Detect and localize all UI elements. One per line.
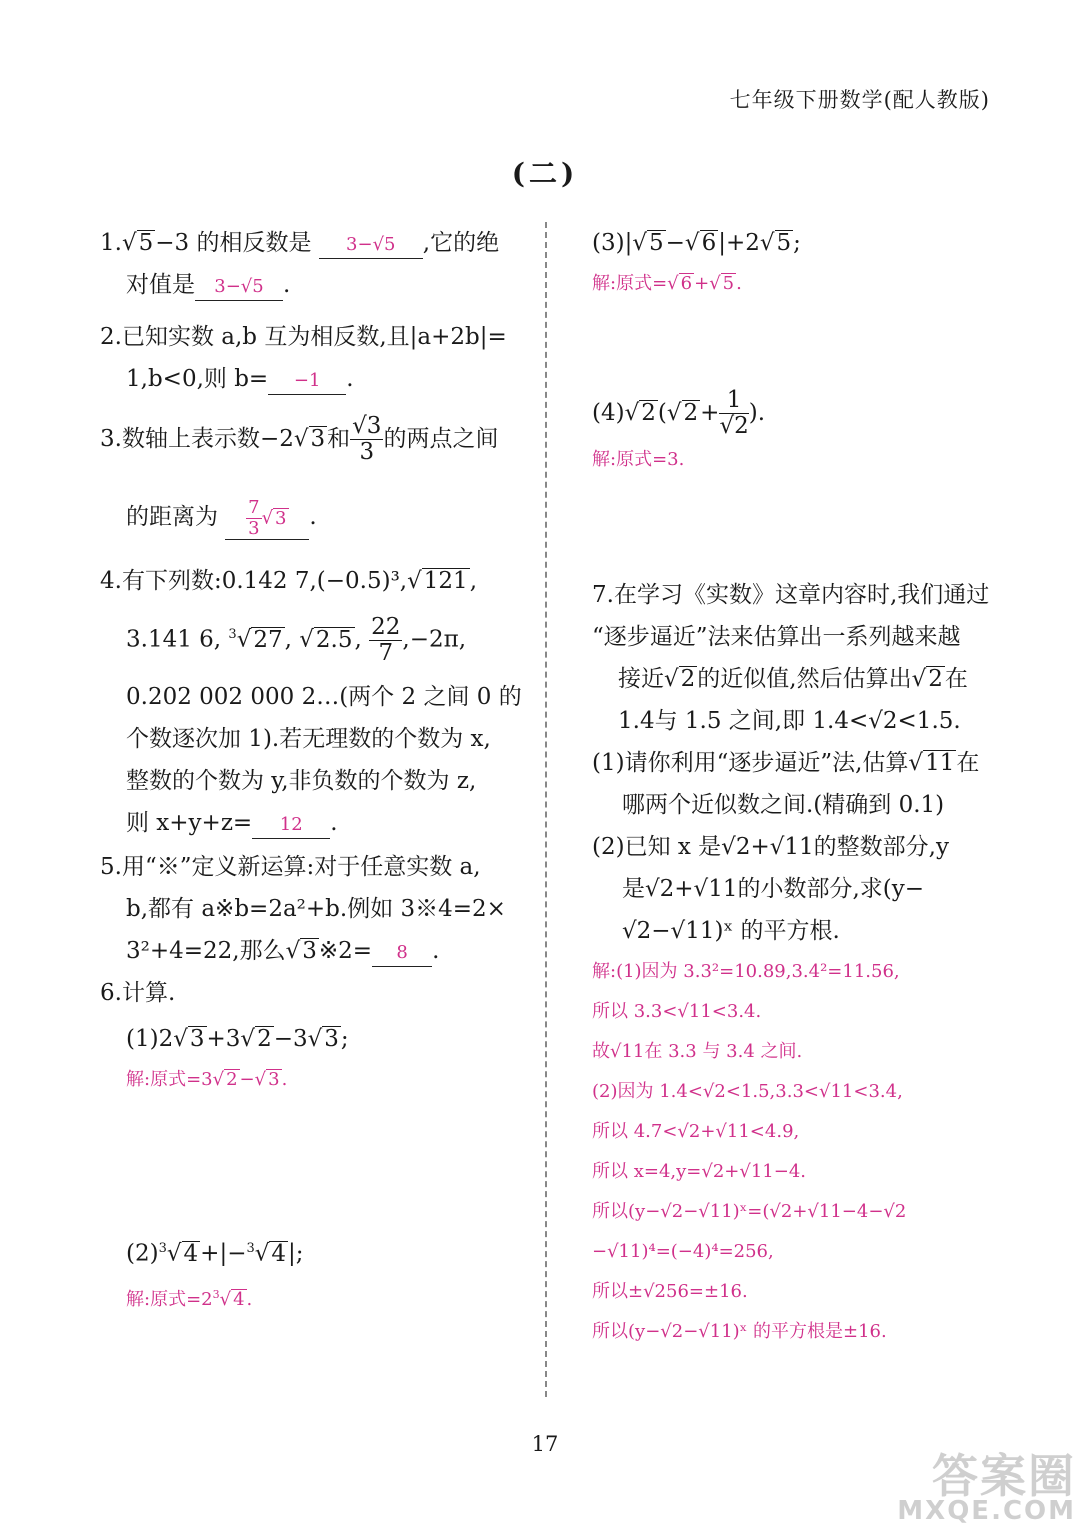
sqrt-sign: √ [632,230,647,256]
q1-num: 1. [100,230,122,256]
q4-radicand-2-5: 2.5 [315,626,353,653]
sqrt-sign: √ [307,1026,323,1053]
sqrt-sign: √ [911,665,927,692]
sqrt-sign: √ [254,1241,270,1267]
sqrt-sign: √ [407,567,422,594]
q7-part-2 [592,826,992,868]
q4-text-2: 3.141 6, [126,626,222,653]
q6-part-4 [592,388,992,440]
q3-answer-den: 3 [248,518,260,540]
q7-p2-text: (2)已知 x 是√2+√11的整数部分,y [592,833,949,860]
question-1-line-2 [100,264,525,306]
sqrt-sign: √ [667,273,679,294]
q6-a1-r1: 2 [226,1069,238,1091]
q6-a2-r: 4 [233,1289,245,1310]
column-divider [545,222,547,1397]
q6-a1-end: . [281,1069,288,1091]
q7-answer-line: −√11)⁴=(−4)⁴=256, [592,1240,774,1262]
question-2 [100,316,525,358]
q5-text-3: 3²+4=22,那么 [126,938,286,965]
q6-a3-r1: 6 [680,273,693,294]
answer-blank[interactable]: 3−√5 [195,274,283,301]
q6-p2-index: 3 [158,1241,167,1257]
q3-text-3: 的距离为 [126,503,218,530]
sqrt-sign: √ [684,230,700,256]
sqrt-sign: √ [121,230,137,256]
q4-radicand-27: 27 [253,626,283,653]
q3-radicand: 3 [310,425,326,452]
q4-fraction-num: 22 [371,613,401,640]
q6-p3-op1: − [665,230,685,256]
q6-p4-r1: 2 [641,399,656,426]
sqrt-sign: √ [299,626,314,653]
right-column [592,222,992,1352]
q7-answer-line: 所以(y−√2−√11)ˣ=(√2+√11−4−√2 [592,1200,907,1222]
q1-text-3: 对值是 [126,272,195,298]
sqrt-sign: √ [254,1069,267,1091]
q6-p2-r2: 4 [271,1241,287,1267]
q6-p1-r2: 2 [257,1026,272,1053]
q4-text-6: 则 x+y+z= [126,810,253,837]
q6-a3-r2: 5 [722,273,735,294]
section-title: (二) [511,157,579,190]
page-number: 17 [531,1432,559,1456]
q6-p1-op2: −3 [273,1026,308,1053]
q4-text: 4.有下列数:0.142 7,(−0.5)³, [100,567,408,594]
q6-p1-r1: 3 [189,1026,205,1053]
sqrt-sign: √ [240,1026,256,1053]
q7-answer-line: (2)因为 1.4<√2<1.5,3.3<√11<3.4, [592,1080,903,1102]
q1-text: −3 的相反数是 [155,230,312,256]
q6-a1-r2: 3 [268,1069,280,1091]
q7-answer-line: 所以(y−√2−√11)ˣ 的平方根是±16. [592,1320,887,1342]
sqrt-sign: √ [173,1026,188,1053]
question-7-line-2 [592,616,992,658]
q4-fraction [369,615,402,667]
q4-text-4: 个数逐次加 1).若无理数的个数为 x, [126,726,491,753]
q6-p3-tail: ; [793,230,801,256]
watermark-text: 答案圈 [932,1449,1076,1503]
question-5-line-2 [100,888,525,930]
q7-answer-line: 所以 3.3<√11<3.4. [592,1000,762,1022]
q5-radicand: 3 [302,938,317,965]
question-7 [592,574,992,616]
q6-p1-label: (1)2 [126,1026,174,1053]
sqrt-sign: √ [236,626,252,653]
sqrt-sign: √ [219,1289,232,1310]
q6-p4-paren: ( [657,399,667,426]
q7-part-2-line-2 [592,868,992,910]
q6-p4-fraction [719,388,748,440]
page-header: 七年级下册数学(配人教版) [729,88,990,112]
left-column [100,222,525,1320]
q2-text: 2.已知实数 a,b 互为相反数,且|a+2b|= [100,324,507,350]
q7-answer-line: 所以 4.7<√2+√11<4.9, [592,1120,800,1142]
q6-answer-4: 解:原式=3. [592,448,685,470]
question-1 [100,222,525,264]
q5-text-2: b,都有 a※b=2a²+b.例如 3※4=2× [126,896,506,923]
q5-text-4: ※2= [318,938,373,965]
answer-blank[interactable]: 3−√5 [319,232,423,259]
q6-part-1 [100,1018,525,1060]
q6-p4-r2: 2 [683,399,699,426]
q6-answer-2 [100,1275,525,1320]
q3-fraction [350,414,383,466]
sqrt-sign: √ [908,749,924,776]
q6-p3-label: (3)| [592,230,633,256]
q7-text-6: 1.4与 1.5 之间,即 1.4<√2<1.5. [618,707,961,734]
q3-end: . [309,503,317,530]
q3-answer-num: 7 [248,497,260,519]
q6-p2-op: +|− [200,1241,247,1267]
question-5 [100,846,525,888]
sqrt-sign: √ [666,399,682,426]
q3-text: 3.数轴上表示数−2 [100,425,294,452]
q7-part-2-line-3 [592,910,992,952]
q6-p2-tail: |; [288,1241,304,1267]
q3-text-2: 的两点之间 [383,425,499,452]
answer-blank[interactable]: 12 [252,812,330,839]
sqrt-sign: √ [212,1069,225,1091]
sqrt-sign: √ [709,273,721,294]
q6-part-3 [592,222,992,264]
question-4-line-6 [100,802,525,844]
q6-answer-1 [100,1060,525,1100]
q6-a3-end: . [736,273,742,294]
q3-answer-radicand: 3 [275,507,287,529]
answer-blank[interactable]: −1 [268,368,346,395]
q2-text-2: 1,b<0,则 b= [126,366,269,392]
answer-blank[interactable] [225,498,309,540]
question-4: 4.有下列数:0.142 7,(−0.5)³,√121, [100,567,477,594]
sqrt-sign: √ [293,425,309,452]
q6-part-2 [100,1228,525,1275]
q7-p2-text-2: 是√2+√11的小数部分,求(y− [622,875,925,902]
q6-p3-r3: 5 [776,230,792,256]
q7-radicand-11: 11 [925,749,955,776]
q1-text-2: ,它的绝 [422,230,500,256]
q6-p4-op: + [700,399,720,426]
watermark-url: MXQE.COM [897,1496,1076,1526]
question-7-line-3 [592,658,992,700]
q6-p3-op2: |+2 [718,230,760,256]
q6-p1-r3: 3 [324,1026,339,1053]
question-4-line-4 [100,718,525,760]
q6-answer-3 [592,264,992,304]
q1-radicand: 5 [138,230,154,256]
q7-radicand-2: 2 [680,665,696,692]
q1-end: . [283,272,291,298]
q7-p1-text-3: 哪两个近似数之间.(精确到 0.1) [622,791,945,818]
q7-answer-line: 所以 x=4,y=√2+√11−4. [592,1160,807,1182]
question-6 [100,972,525,1014]
q4-cube-index: 3 [228,626,237,642]
q7-part-1-line-2 [592,784,992,826]
q7-p2-text-3: √2−√11)ˣ 的平方根. [622,917,840,944]
watermark-logo [897,1440,1076,1526]
q6-a2-end: . [246,1289,253,1310]
question-2-line-2 [100,358,525,400]
q7-answer-line: 所以±√256=±16. [592,1280,748,1302]
sqrt-sign: √ [261,507,274,529]
q6-p2-label: (2) [126,1241,159,1267]
q6-a1-text: 解:原式=3 [126,1069,213,1091]
answer-blank[interactable]: 8 [372,940,432,967]
q5-text: 5.用“※”定义新运算:对于任意实数 a, [100,854,481,881]
question-4-line-5 [100,760,525,802]
q3-fraction-den: 3 [359,439,375,466]
q7-text-4: 的近似值,然后估算出 [697,665,912,692]
q6-a2-text: 解:原式=2 [126,1289,213,1310]
q7-p1-text-2: 在 [956,749,980,776]
q7-p1-text: (1)请你利用“逐步逼近”法,估算 [592,749,909,776]
q4-fraction-den: 7 [378,640,394,667]
question-7-line-4 [592,700,992,742]
q6-p4-fraction-num: 1 [719,388,748,414]
q7-text-2: “逐步逼近”法来估算出一系列越来越 [592,623,961,650]
q6-a2-index: 3 [212,1288,220,1301]
sqrt-sign: √ [624,399,640,426]
q6-a3-op: + [694,273,710,294]
q3-fraction-num: √3 [352,413,382,439]
question-4-line-3 [100,676,525,718]
q6-a1-op: − [239,1069,255,1091]
q4-text-3: 0.202 002 000 2…(两个 2 之间 0 的 [126,684,522,711]
q6-p4-tail: ). [748,399,766,426]
q7-text: 7.在学习《实数》这章内容时,我们通过 [592,581,990,608]
q7-text-3: 接近 [618,665,664,692]
q6-p1-tail: ; [340,1026,349,1053]
q4-text-5: 整数的个数为 y,非负数的个数为 z, [126,768,477,795]
q7-radicand-2b: 2 [928,665,943,692]
q4-radicand-121: 121 [423,567,468,594]
q6-p2-r1: 4 [183,1241,199,1267]
q2-end: . [346,366,354,392]
q7-part-1 [592,742,992,784]
q6-title: 6.计算. [100,980,176,1007]
q7-answer-line: 故√11在 3.3 与 3.4 之间. [592,1040,803,1062]
question-3 [100,414,525,466]
sqrt-sign: √ [759,230,775,256]
q6-p4-label: (4) [592,399,625,426]
q5-end: . [432,938,440,965]
q4-neg-2pi: ,−2π, [402,626,467,653]
q6-a3-text: 解:原式= [592,273,668,294]
q4-end: . [330,810,338,837]
q6-p3-r1: 5 [649,230,664,256]
q6-p4-fraction-den: √2 [719,413,749,440]
q3-answer-fraction [246,498,261,539]
q6-p3-r2: 6 [701,230,717,256]
q7-answer-line: 解:(1)因为 3.3²=10.89,3.4²=11.56, [592,960,900,982]
question-4-line-2: 3.141 6, $^3$√27, √2.5, $\frac{22}{7}$ ,−2π, [126,613,467,667]
q6-p1-op1: +3 [206,1026,241,1053]
q7-text-5: 在 [944,665,968,692]
question-5-line-3 [100,930,525,972]
sqrt-sign: √ [285,938,301,965]
sqrt-sign: √ [166,1241,182,1267]
q3-and: 和 [327,425,351,452]
q6-p2-index-2: 3 [246,1241,255,1257]
sqrt-sign: √ [664,665,679,692]
question-3-line-2 [100,496,525,540]
